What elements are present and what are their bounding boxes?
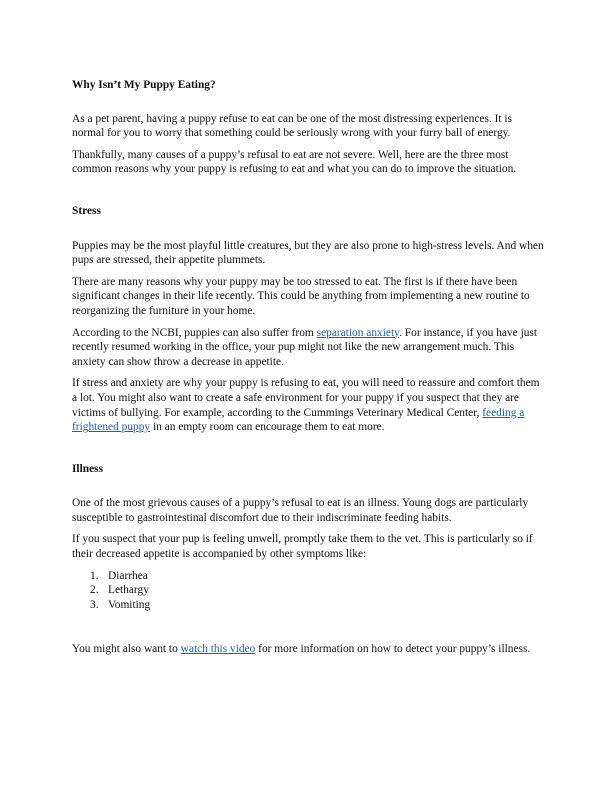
feeding-frightened-puppy-link[interactable]: feeding a frightened puppy: [72, 406, 525, 434]
intro-paragraph-2: Thankfully, many causes of a puppy’s refusal to eat are not severe. Well, here are the three most common reasons why your puppy is refusing to eat and what you can do to improve the situation.: [72, 148, 517, 176]
illness-heading: Illness: [72, 462, 104, 475]
list-item-number: 1.: [90, 569, 99, 582]
list-item: [72, 583, 544, 598]
illness-paragraph-1: One of the most grievous causes of a puppy’s refusal to eat is an illness. Young dogs are particularly susceptible to gastrointestinal discomfort due to their indiscriminate feeding habits.: [72, 497, 529, 524]
list-item: [72, 569, 544, 584]
spacer: [72, 612, 544, 642]
stress-p4-text-before: If stress and anxiety are why your puppy is refusing to eat, you will need to reassure and comfort them a lot. You might also want to create a safe environment for your puppy if you suspect that they are victims of bullying. For example, according to the Cummings Veterinary Medical Center,: [72, 377, 540, 419]
list-item-label: Lethargy: [108, 584, 149, 597]
list-item-label: Diarrhea: [108, 569, 148, 582]
list-item-number: 3.: [90, 598, 99, 611]
watch-video-link[interactable]: watch this video: [180, 643, 256, 656]
document-page: [72, 78, 544, 664]
stress-paragraph-1: Puppies may be the most playful little creatures, but they are also prone to high-stress levels. And when pups are stressed, their appetite plummets.: [72, 239, 544, 267]
closing-text-after: for more information on how to detect your puppy’s illness.: [255, 643, 531, 656]
separation-anxiety-link[interactable]: separation anxiety: [316, 326, 400, 339]
list-item-label: Vomiting: [108, 598, 151, 611]
intro-paragraph-1: As a pet parent, having a puppy refuse to eat can be one of the most distressing experiences. It is normal for you to worry that something could be seriously wrong with your furry ball of energy.: [72, 112, 512, 140]
list-item: [72, 598, 544, 613]
stress-paragraph-2: There are many reasons why your puppy may be too stressed to eat. The first is if there have been significant changes in their life recently. This could be anything from implementing a new routine to reorganizing the furniture in your home.: [72, 275, 530, 317]
page-title: Why Isn’t My Puppy Eating?: [72, 79, 216, 91]
illness-paragraph-2: If you suspect that your pup is feeling unwell, promptly take them to the vet. This is particularly so if their decreased appetite is accompanied by other symptoms like:: [72, 533, 533, 561]
symptoms-list: [72, 569, 544, 613]
stress-paragraph-3: [72, 326, 544, 370]
stress-p3-text-before: According to the NCBI, puppies can also suffer from: [72, 326, 317, 339]
stress-paragraph-4: [72, 376, 544, 434]
stress-p4-text-after: in an empty room can encourage them to eat more.: [150, 421, 385, 434]
stress-heading: Stress: [72, 204, 101, 217]
closing-paragraph: [72, 642, 544, 657]
closing-text-before: You might also want to: [72, 643, 181, 656]
list-item-number: 2.: [90, 584, 99, 597]
stress-p3-text-after: . For instance, if you have just recently resumed working in the office, your pup might not like the new arrangement much. This anxiety can show throw a decrease in appetite.: [72, 326, 538, 368]
